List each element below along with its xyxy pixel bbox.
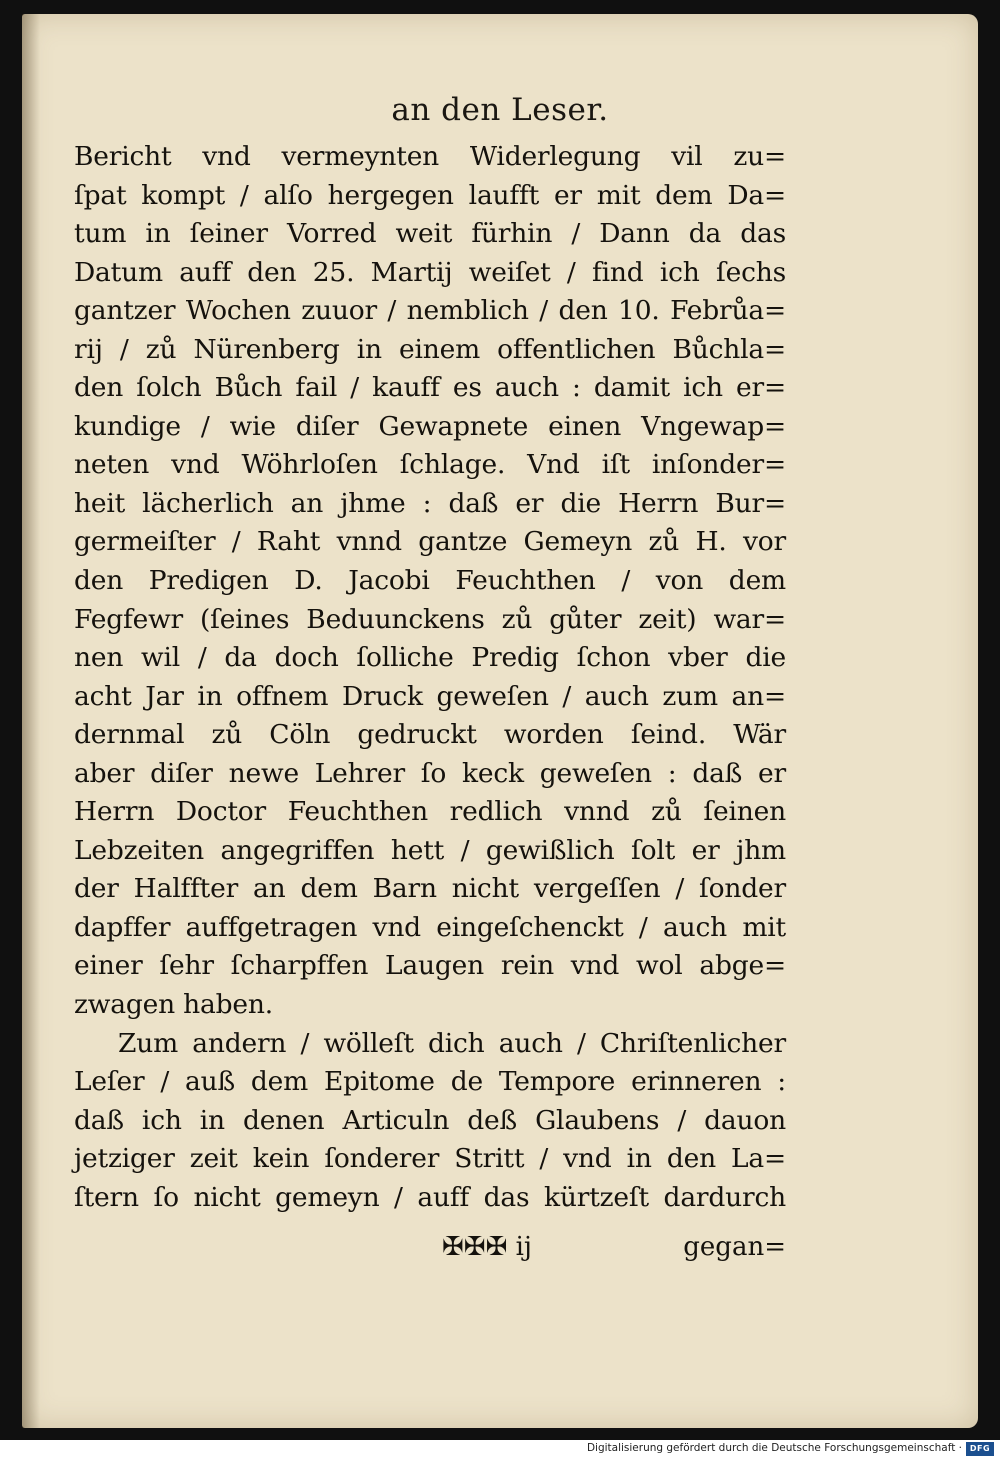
signature-mark: ✠✠✠ ij	[442, 1232, 532, 1262]
text-line: ſpat kompt / alſo hergegen laufft er mit dem Da=	[74, 179, 786, 211]
paragraph-end-line: zwagen haben.	[74, 989, 273, 1021]
text-line: kundige / wie diſer Gewapnete einen Vngewap=	[74, 410, 786, 442]
text-line: dernmal zů Cöln gedruckt worden ſeind. Wär	[74, 719, 786, 751]
paragraph-start-line: Zum andern / wölleſt dich auch / Chriſtenlicher	[118, 1027, 786, 1059]
dfg-logo: DFG	[966, 1442, 994, 1456]
text-line: Lebzeiten angegriffen hett / gewißlich ſolt er jhm	[74, 834, 786, 866]
catch-line	[442, 1228, 786, 1266]
text-line: den Predigen D. Jacobi Feuchthen / von dem	[74, 565, 786, 597]
text-line: aber diſer newe Lehrer ſo keck geweſen : daß er	[74, 757, 786, 789]
text-line: neten vnd Wöhrloſen ſchlage. Vnd iſt inſonder=	[74, 449, 786, 481]
text-line: Bericht vnd vermeynten Widerlegung vil zu=	[74, 141, 786, 172]
book-page	[22, 14, 978, 1428]
text-line: germeiſter / Raht vnnd gantze Gemeyn zů H. vor	[74, 526, 786, 558]
text-line: einer ſehr ſcharpffen Laugen rein vnd wol abge=	[74, 950, 786, 982]
funding-credit: Digitalisierung gefördert durch die Deutsche Forschungsgemeinschaft ·	[586, 1442, 962, 1454]
digitization-footer	[0, 1440, 1000, 1459]
text-line: tum in ſeiner Vorred weit fürhin / Dann da das	[74, 218, 786, 250]
text-line: dapffer auffgetragen vnd eingeſchenckt / auch mit	[74, 911, 786, 943]
text-line: Datum auff den 25. Martij weiſet / find ich ſechs	[74, 256, 786, 288]
text-line: gantzer Wochen zuuor / nemblich / den 10. Febrůa=	[74, 295, 786, 327]
text-line: der Halffter an dem Barn nicht vergeſſen / ſonder	[74, 873, 786, 905]
text-line: ſtern ſo nicht gemeyn / auff das kürtzeſt dardurch	[74, 1181, 786, 1213]
running-head: an den Leser.	[391, 92, 609, 128]
body-text	[74, 138, 786, 1217]
text-line: daß ich in denen Articuln deß Glaubens / dauon	[74, 1104, 786, 1136]
text-line: jetziger zeit kein ſonderer Stritt / vnd in den La=	[74, 1143, 786, 1175]
text-line: Leſer / auß dem Epitome de Tempore erinneren :	[74, 1066, 786, 1098]
text-line: acht Jar in offnem Druck geweſen / auch zum an=	[74, 680, 786, 712]
text-line: nen wil / da doch ſolliche Predig ſchon vber die	[74, 642, 786, 674]
text-line: den ſolch Bůch fail / kauff es auch : damit ich er=	[74, 372, 786, 404]
text-line: Fegfewr (ſeines Beduunckens zů gůter zeit) war=	[74, 603, 786, 635]
text-line: Herrn Doctor Feuchthen redlich vnnd zů ſeinen	[74, 796, 786, 828]
text-line: rij / zů Nürenberg in einem offentlichen Bůchla=	[74, 333, 786, 365]
text-line: heit lächerlich an jhme : daß er die Herrn Bur=	[74, 487, 786, 519]
catchword: gegan=	[683, 1232, 786, 1262]
